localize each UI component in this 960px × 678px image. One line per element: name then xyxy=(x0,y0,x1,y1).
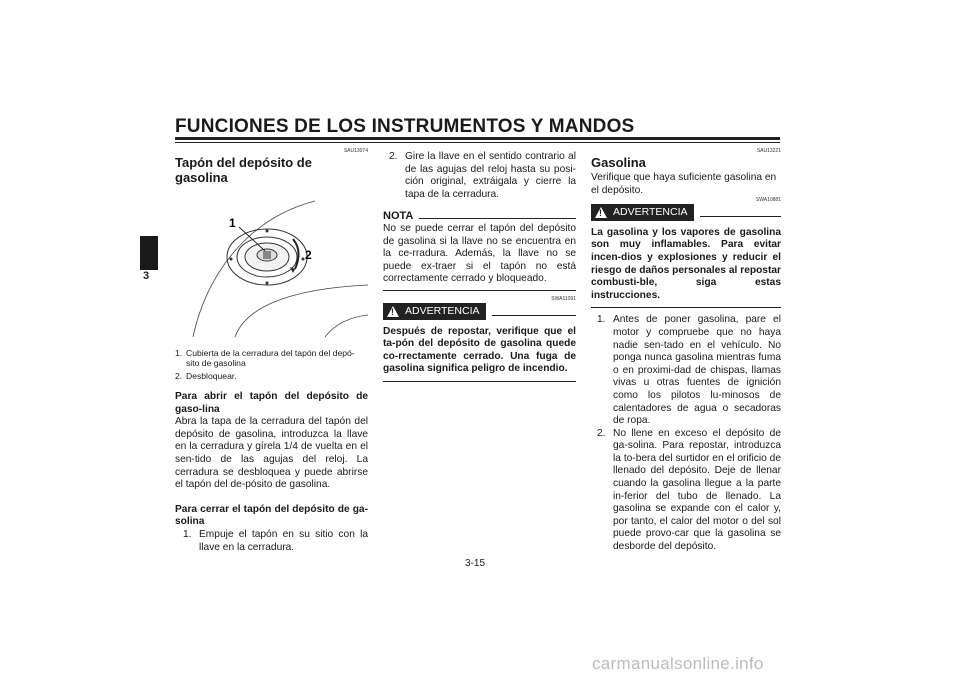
nota-end-rule xyxy=(383,290,576,291)
warning-rule xyxy=(700,216,782,217)
list-item: 1. Antes de poner gasolina, pare el motor y compruebe que no haya nadie sen-tado en el vehículo. No ponga nunca gasolina mientras fuma o en proximi-dad de chispas, llamas vivas u otras fuentes de ignición como los pilotos lu-minosos de calentadores de agua o secadoras de ropa. xyxy=(597,314,781,427)
nota-rule xyxy=(419,218,576,219)
figure-captions xyxy=(175,348,368,382)
section-heading-fuel-cap: Tapón del depósito de gasolina xyxy=(175,155,312,185)
warning-code: SWA10881 xyxy=(755,197,781,204)
section-heading-gasolina: Gasolina xyxy=(591,155,646,170)
open-cap-text: Abra la tapa de la cerradura del tapón del depósito de gasolina, introduzca la llave en la cerradura y gírela 1/4 de vuelta en el sen-tido de las agujas del reloj. La cerradura se desbloquea y puede abrirse el tapón del de-pósito de gasolina. xyxy=(175,416,368,491)
warning-badge: ! ADVERTENCIA xyxy=(591,204,694,221)
page-number: 3-15 xyxy=(465,558,486,569)
column-3 xyxy=(591,148,781,554)
warning-header xyxy=(591,204,781,221)
chapter-number: 3 xyxy=(143,270,150,282)
fuel-cap-figure xyxy=(175,189,368,339)
warning-triangle-icon: ! xyxy=(595,207,607,218)
chapter-side-tab xyxy=(140,236,158,270)
warning-badge: ! ADVERTENCIA xyxy=(383,303,486,320)
warning-text: La gasolina y los vapores de gasolina son muy inflamables. Para evitar incen-dios y explosiones y reducir el riesgo de daños personales al repostar combusti-ble, siga estas instrucciones. xyxy=(591,226,781,301)
caption-item: 1. Cubierta de la cerradura del tapón del depó-sito de gasolina xyxy=(175,347,355,369)
watermark: carmanualsonline.info xyxy=(592,654,764,673)
list-item: 2. Gire la llave en el sentido contrario al de las agujas del reloj hasta su posi-ción original, extráigala y cierre la tapa de la cerradura. xyxy=(389,151,576,200)
warning-end-rule xyxy=(383,381,576,382)
header-rule xyxy=(175,137,780,140)
warning-rule xyxy=(492,315,577,316)
warning-header xyxy=(383,303,576,320)
figure-label-1: 1 xyxy=(229,216,236,230)
list-item: 1. Empuje el tapón en su sitio con la llave en la cerradura. xyxy=(183,529,368,553)
warning-text: Después de repostar, verifique que el ta-pón del depósito de gasolina quede co-rrectamente cerrado. Una fuga de gasolina significa peligro de incendio. xyxy=(383,325,576,375)
caption-item: 2. Desbloquear. xyxy=(175,370,237,381)
open-cap-heading: Para abrir el tapón del depósito de gaso-lina xyxy=(175,391,368,415)
close-cap-heading: Para cerrar el tapón del depósito de ga-solina xyxy=(175,503,368,528)
figure-label-2: 2 xyxy=(305,248,312,262)
list-item: 2. No llene en exceso el depósito de ga-solina. Para repostar, introduzca la to-bera del surtidor en el orificio de llenado del depósito. Deje de llenar cuando la gasolina llegue a la parte in-ferior del tubo de llenado. La gasolina se expande con el calor y, por tanto, el calor del motor o del sol puede provo-car que la gasolina se desborde del depósito. xyxy=(597,427,781,553)
nota-label: NOTA xyxy=(383,210,414,223)
warning-triangle-icon: ! xyxy=(387,306,399,317)
nota-header xyxy=(383,210,576,223)
page-header-title: FUNCIONES DE LOS INSTRUMENTOS Y MANDOS xyxy=(175,116,635,137)
warning-end-rule xyxy=(591,307,781,308)
header-rule-thin xyxy=(175,142,780,143)
gasolina-intro: Verifique que haya suficiente gasolina en el depósito. xyxy=(591,172,777,196)
nota-text: No se puede cerrar el tapón del depósito de gasolina si la llave no se encuentra en la ce-rradura. Además, la llave no se puede ex-traer si el tapón no está correctamente cerrado y bloqueado. xyxy=(383,222,576,285)
warning-code: SWA11091 xyxy=(551,295,576,302)
column-2 xyxy=(383,151,576,382)
section-code: SAU13074 xyxy=(343,148,368,154)
section-code: SAU13221 xyxy=(756,148,781,154)
gasolina-steps xyxy=(591,314,781,553)
column-1 xyxy=(175,148,368,554)
